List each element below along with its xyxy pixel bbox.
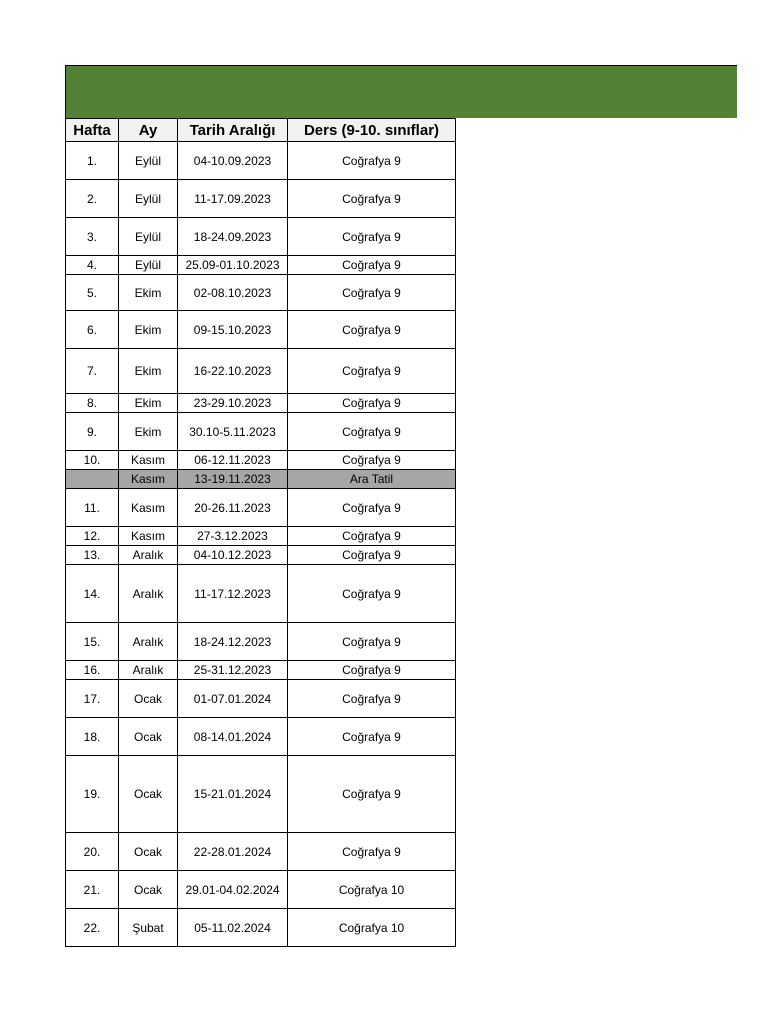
table-row xyxy=(66,256,456,275)
cell-week: 13. xyxy=(66,546,119,565)
cell-week: 22. xyxy=(66,909,119,947)
cell-date-range: 09-15.10.2023 xyxy=(178,311,288,349)
cell-date-range: 25.09-01.10.2023 xyxy=(178,256,288,275)
table-row xyxy=(66,527,456,546)
table-row xyxy=(66,756,456,833)
table-row xyxy=(66,218,456,256)
cell-course: Coğrafya 9 xyxy=(288,311,456,349)
cell-month: Kasım xyxy=(119,451,178,470)
cell-week: 4. xyxy=(66,256,119,275)
cell-week: 21. xyxy=(66,871,119,909)
table-row xyxy=(66,489,456,527)
cell-week: 11. xyxy=(66,489,119,527)
cell-course: Coğrafya 9 xyxy=(288,275,456,311)
cell-course: Coğrafya 9 xyxy=(288,142,456,180)
cell-date-range: 25-31.12.2023 xyxy=(178,661,288,680)
table-row xyxy=(66,833,456,871)
cell-date-range: 15-21.01.2024 xyxy=(178,756,288,833)
cell-date-range: 08-14.01.2024 xyxy=(178,718,288,756)
cell-course: Coğrafya 9 xyxy=(288,489,456,527)
cell-week: 19. xyxy=(66,756,119,833)
cell-week: 8. xyxy=(66,394,119,413)
cell-course: Coğrafya 9 xyxy=(288,546,456,565)
table-row xyxy=(66,661,456,680)
cell-course: Coğrafya 9 xyxy=(288,527,456,546)
schedule-table xyxy=(65,118,456,947)
table-row xyxy=(66,451,456,470)
cell-month: Kasım xyxy=(119,489,178,527)
cell-course: Coğrafya 9 xyxy=(288,680,456,718)
cell-date-range: 04-10.12.2023 xyxy=(178,546,288,565)
cell-month: Ocak xyxy=(119,756,178,833)
cell-week: 10. xyxy=(66,451,119,470)
table-row xyxy=(66,349,456,394)
cell-date-range: 16-22.10.2023 xyxy=(178,349,288,394)
cell-week: 6. xyxy=(66,311,119,349)
cell-course: Coğrafya 9 xyxy=(288,756,456,833)
header-month: Ay xyxy=(119,119,178,142)
cell-month: Eylül xyxy=(119,142,178,180)
cell-month: Ocak xyxy=(119,718,178,756)
cell-month: Ocak xyxy=(119,833,178,871)
table-row xyxy=(66,275,456,311)
schedule-body xyxy=(66,142,456,947)
cell-course: Ara Tatil xyxy=(288,470,456,489)
cell-month: Aralık xyxy=(119,546,178,565)
cell-week: 17. xyxy=(66,680,119,718)
cell-month: Ekim xyxy=(119,275,178,311)
cell-week: 9. xyxy=(66,413,119,451)
cell-date-range: 06-12.11.2023 xyxy=(178,451,288,470)
table-row xyxy=(66,623,456,661)
header-course: Ders (9-10. sınıflar) xyxy=(288,119,456,142)
cell-week xyxy=(66,470,119,489)
cell-week: 3. xyxy=(66,218,119,256)
cell-date-range: 20-26.11.2023 xyxy=(178,489,288,527)
cell-date-range: 22-28.01.2024 xyxy=(178,833,288,871)
cell-date-range: 01-07.01.2024 xyxy=(178,680,288,718)
cell-month: Ekim xyxy=(119,394,178,413)
cell-week: 2. xyxy=(66,180,119,218)
cell-week: 20. xyxy=(66,833,119,871)
cell-course: Coğrafya 9 xyxy=(288,833,456,871)
cell-date-range: 29.01-04.02.2024 xyxy=(178,871,288,909)
holiday-row xyxy=(66,470,456,489)
table-row xyxy=(66,142,456,180)
table-row xyxy=(66,565,456,623)
cell-course: Coğrafya 9 xyxy=(288,180,456,218)
table-row xyxy=(66,546,456,565)
cell-course: Coğrafya 9 xyxy=(288,413,456,451)
cell-week: 7. xyxy=(66,349,119,394)
table-row xyxy=(66,680,456,718)
cell-course: Coğrafya 9 xyxy=(288,718,456,756)
cell-date-range: 27-3.12.2023 xyxy=(178,527,288,546)
cell-course: Coğrafya 9 xyxy=(288,218,456,256)
cell-month: Ocak xyxy=(119,680,178,718)
cell-week: 15. xyxy=(66,623,119,661)
table-row xyxy=(66,718,456,756)
cell-month: Eylül xyxy=(119,180,178,218)
cell-month: Aralık xyxy=(119,565,178,623)
table-row xyxy=(66,180,456,218)
cell-month: Aralık xyxy=(119,623,178,661)
cell-month: Eylül xyxy=(119,218,178,256)
cell-course: Coğrafya 10 xyxy=(288,909,456,947)
table-row xyxy=(66,871,456,909)
table-row xyxy=(66,909,456,947)
cell-month: Şubat xyxy=(119,909,178,947)
cell-month: Eylül xyxy=(119,256,178,275)
cell-month: Ekim xyxy=(119,413,178,451)
cell-month: Ekim xyxy=(119,349,178,394)
cell-week: 18. xyxy=(66,718,119,756)
cell-course: Coğrafya 9 xyxy=(288,661,456,680)
table-row xyxy=(66,413,456,451)
cell-month: Aralık xyxy=(119,661,178,680)
cell-date-range: 02-08.10.2023 xyxy=(178,275,288,311)
cell-date-range: 04-10.09.2023 xyxy=(178,142,288,180)
cell-date-range: 23-29.10.2023 xyxy=(178,394,288,413)
header-date-range: Tarih Aralığı xyxy=(178,119,288,142)
cell-month: Kasım xyxy=(119,470,178,489)
cell-course: Coğrafya 9 xyxy=(288,256,456,275)
cell-date-range: 13-19.11.2023 xyxy=(178,470,288,489)
cell-course: Coğrafya 9 xyxy=(288,349,456,394)
title-banner xyxy=(65,65,737,118)
cell-week: 12. xyxy=(66,527,119,546)
cell-week: 1. xyxy=(66,142,119,180)
cell-month: Ekim xyxy=(119,311,178,349)
cell-date-range: 18-24.12.2023 xyxy=(178,623,288,661)
cell-course: Coğrafya 10 xyxy=(288,871,456,909)
cell-date-range: 30.10-5.11.2023 xyxy=(178,413,288,451)
cell-course: Coğrafya 9 xyxy=(288,623,456,661)
cell-date-range: 18-24.09.2023 xyxy=(178,218,288,256)
cell-course: Coğrafya 9 xyxy=(288,394,456,413)
table-row xyxy=(66,311,456,349)
header-row xyxy=(66,119,456,142)
cell-date-range: 11-17.09.2023 xyxy=(178,180,288,218)
cell-course: Coğrafya 9 xyxy=(288,565,456,623)
cell-week: 14. xyxy=(66,565,119,623)
header-week: Hafta xyxy=(66,119,119,142)
cell-date-range: 05-11.02.2024 xyxy=(178,909,288,947)
cell-week: 5. xyxy=(66,275,119,311)
cell-month: Kasım xyxy=(119,527,178,546)
cell-date-range: 11-17.12.2023 xyxy=(178,565,288,623)
table-row xyxy=(66,394,456,413)
cell-month: Ocak xyxy=(119,871,178,909)
cell-week: 16. xyxy=(66,661,119,680)
cell-course: Coğrafya 9 xyxy=(288,451,456,470)
